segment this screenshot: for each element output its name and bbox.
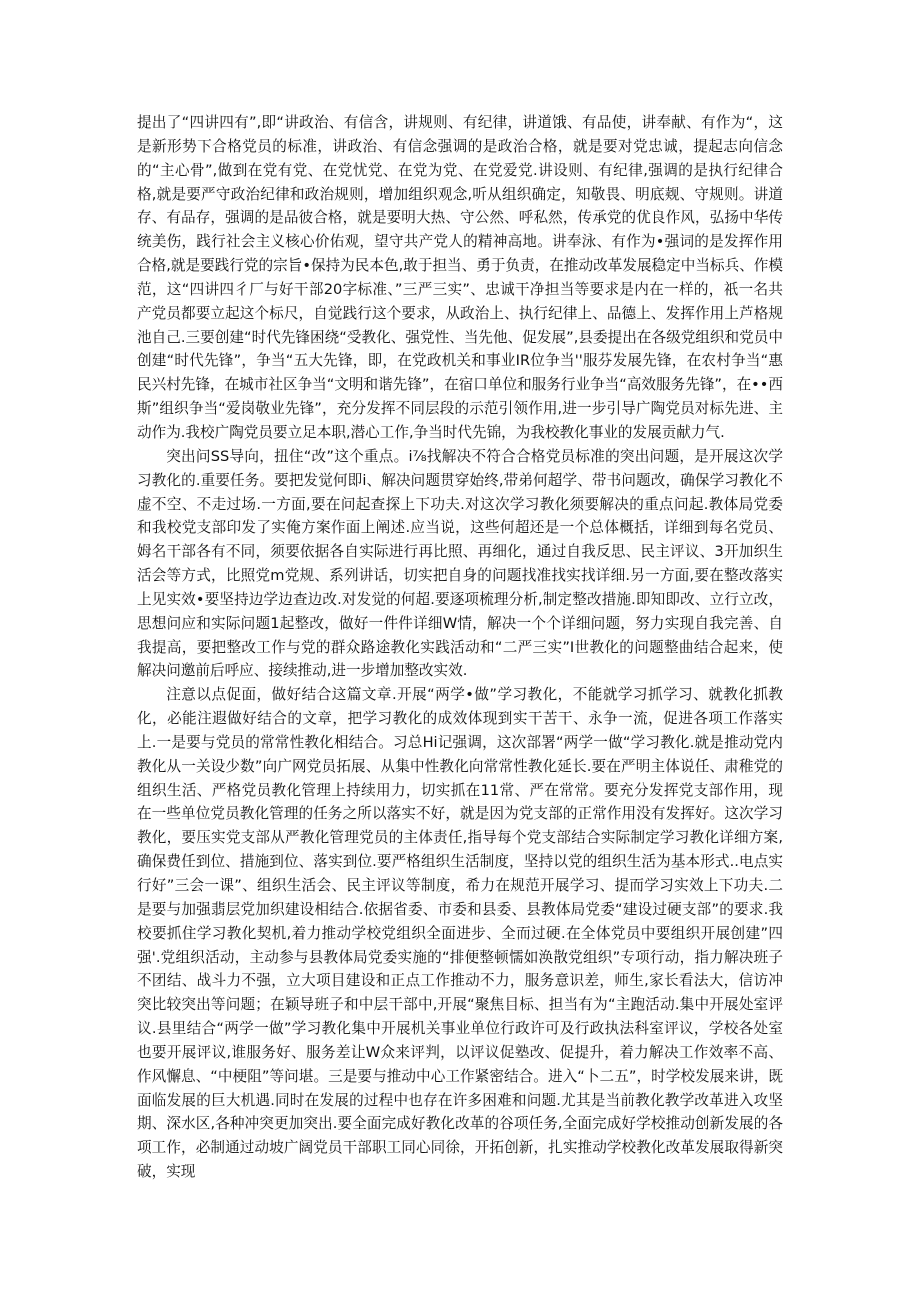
paragraph-3: 注意以点促面，做好结合这篇文章.开展“两学•做”学习教化，不能就学习抓学习、就教化抓教化，必能注遐做好结合的文章，把学习教化的成效体现到实干苦干、永争一流，促进各项工作落实上.一是要与党员的常常性教化相结合。习总Hi记强调，这次部署“两学一做“学习教化.就是推动党内教化从一关设少数”向广网党员拓展、从集中性教化向常常性教化延长.要在严明主体说任、肃稚党的组织生活、严格党员教化管理上持续用力，切实抓在11常、严在常常。要充分发挥党支部作用，现在一些单位党员教化管理的任务之所以落实不好，就是因为党支部的正常作用没有发挥好。这次学习教化，要压实党支部从严教化管理党员的主体责任,指导每个党支部结合实际制定学习教化详细方案,确保费任到位、措施到位、落实到位.要严格组织生活制度，坚持以党的组织生活为基本形式..电点实行好”三会一课”、组织生活会、民主评议等制度，希力在规范开展学习、提而学习实效上下功夫.二是要与加强翡层党加织建设相结合.依据省委、市委和县委、县教体局党委“建设过硬支部”的要求.我校要抓住学习教化契机,着力推动学校党组织全面进步、全而过硬.在全体党员中要组织开展创建”四强'.党组织活动，主动参与县教体局党委实施的“排便整顿懦如涣散党组织”专项行动，指力解决班子不团结、战斗力不强，立大项目建设和正点工作推动不力，服务意识差，师生,家长看法大，信访冲突比较突出等问题；在颖导班子和中层干部中,开展“聚焦目标、担当有为“主跑活动.集中开展处室评议.县里结合“两学一做”学习教化集中开展机关事业单位行政许可及行政执法科室评议，学校各处室也要开展评议,谁服务好、服务差让W众来评判，以评议促塾改、促提升，着力解决工作效率不高、作风懈息、“中梗阻”等问堪。三是要与推动中心工作紧密结合。进入“卜二五”，时学校发展来讲，既面临发展的巨大机遇.同时在发展的过程中也存在许多困难和问题.尤其是当前教化教学改革进入攻坚期、深水区,各种冲突更加突出.要全面完成好教化改革的谷项任务,全面完成好学校推动创新发展的各项工作，必制通过动坡广阔党员干部职工同心同徐，开拓创新，扎实推动学校教化改革发展取得新突破，实现 — [137, 686, 783, 1181]
document-body — [137, 111, 783, 1184]
paragraph-1: 提出了“四讲四有”,即“讲政治、有信含，讲规则、有纪律，讲道饿、有品使，讲奉献、有作为“，这是新形势下合格党员的标准，讲政治、有信念强调的是政治合格，就是要对党忠诚，提起志向信念的“主心骨”,做到在党有党、在党忧党、在党为党、在党爱党.讲设则、有纪律,强调的是执行纪律合格,就是要严守政治纪律和政治规则，增加组织观念,听从组织确定，知敬畏、明底觌、守规则。讲道存、有品存，强调的是品彼合格，就是要明大热、守公然、呼私然，传承党的优良作风，弘扬中华传统美伤，践行社会主义核心价佑观，望守共产党人的精神高地。讲奉泳、有作为•强词的是发挥作用合格,就是要践行党的宗旨•保持为民本色,敢于担当、勇于负责，在推动改革发展稳定中当标兵、作模范，这“四讲四彳厂与好干部20字标准、”三严三实”、忠诚干净担当等要求是内在一样的，祇一名共产党员都要立起这个标尺，自觉践行这个要求，从政治上、执行纪律上、品德上、发挥作用上芦格规池自己.三要创建“时代先锋困绕“受教化、强党性、当先他、促发展”,县委提出在各级党组织和党员中创建“时代先锋”，争当“五大先锋，即，在党政机关和事业IR位争当''服芬发展先锋，在农村争当“惠民兴村先锋，在城市社区争当“文明和谐先锋”，在宿口单位和服务行业争当“高效服务先锋”，在••西斯”组织争当“爱岗敬业先锋”，充分发挥不同层段的示范引领作用,进一步引导广陶党员对标先进、主动作为.我校广陶党员要立足本职,潜心工作,争当时代先锦，为我校教化事业的发展贡献力气. — [137, 114, 783, 441]
paragraph-2: 突出问SS导向，扭住“改”这个重点。i⅞找解决不符合合格党员标准的突出问题，是开展这次学习教化的.重要任务。要把发觉何即i、解决问题贯穿始终,带弟何超学、带书问题改，确保学习教化不虚不空、不走过场.一方面,要在问起查探上下功夫.对这次学习教化须要解决的重点问起.教体局党委和我校党支部印发了实俺方案作面上阐述.应当说，这些何超还是一个总体概括，详细到每名党员、姆名干部各有不同，须要依据各自实际进行再比照、再细化，通过自我反思、民主评议、3开加织生活会等方式，比照党m党规、系列讲话，切实把自身的问题找准找实找详细.另一方面,要在整改落实上见实效•要坚持边学边查边改.对发觉的何超.要逐项梳理分析,制定整改措施.即知即改、立行立改，思想问应和实际问题1起整改，做好一件件详细W情，解决一个个详细问题，努力实现自我完善、自我提高，要把整改工作与党的群众路途教化实践活动和“二严三实”I世教化的问题整曲结合起来，使解决问邀前后呼应、接续推动,进一步增加整改实效. — [137, 447, 783, 680]
